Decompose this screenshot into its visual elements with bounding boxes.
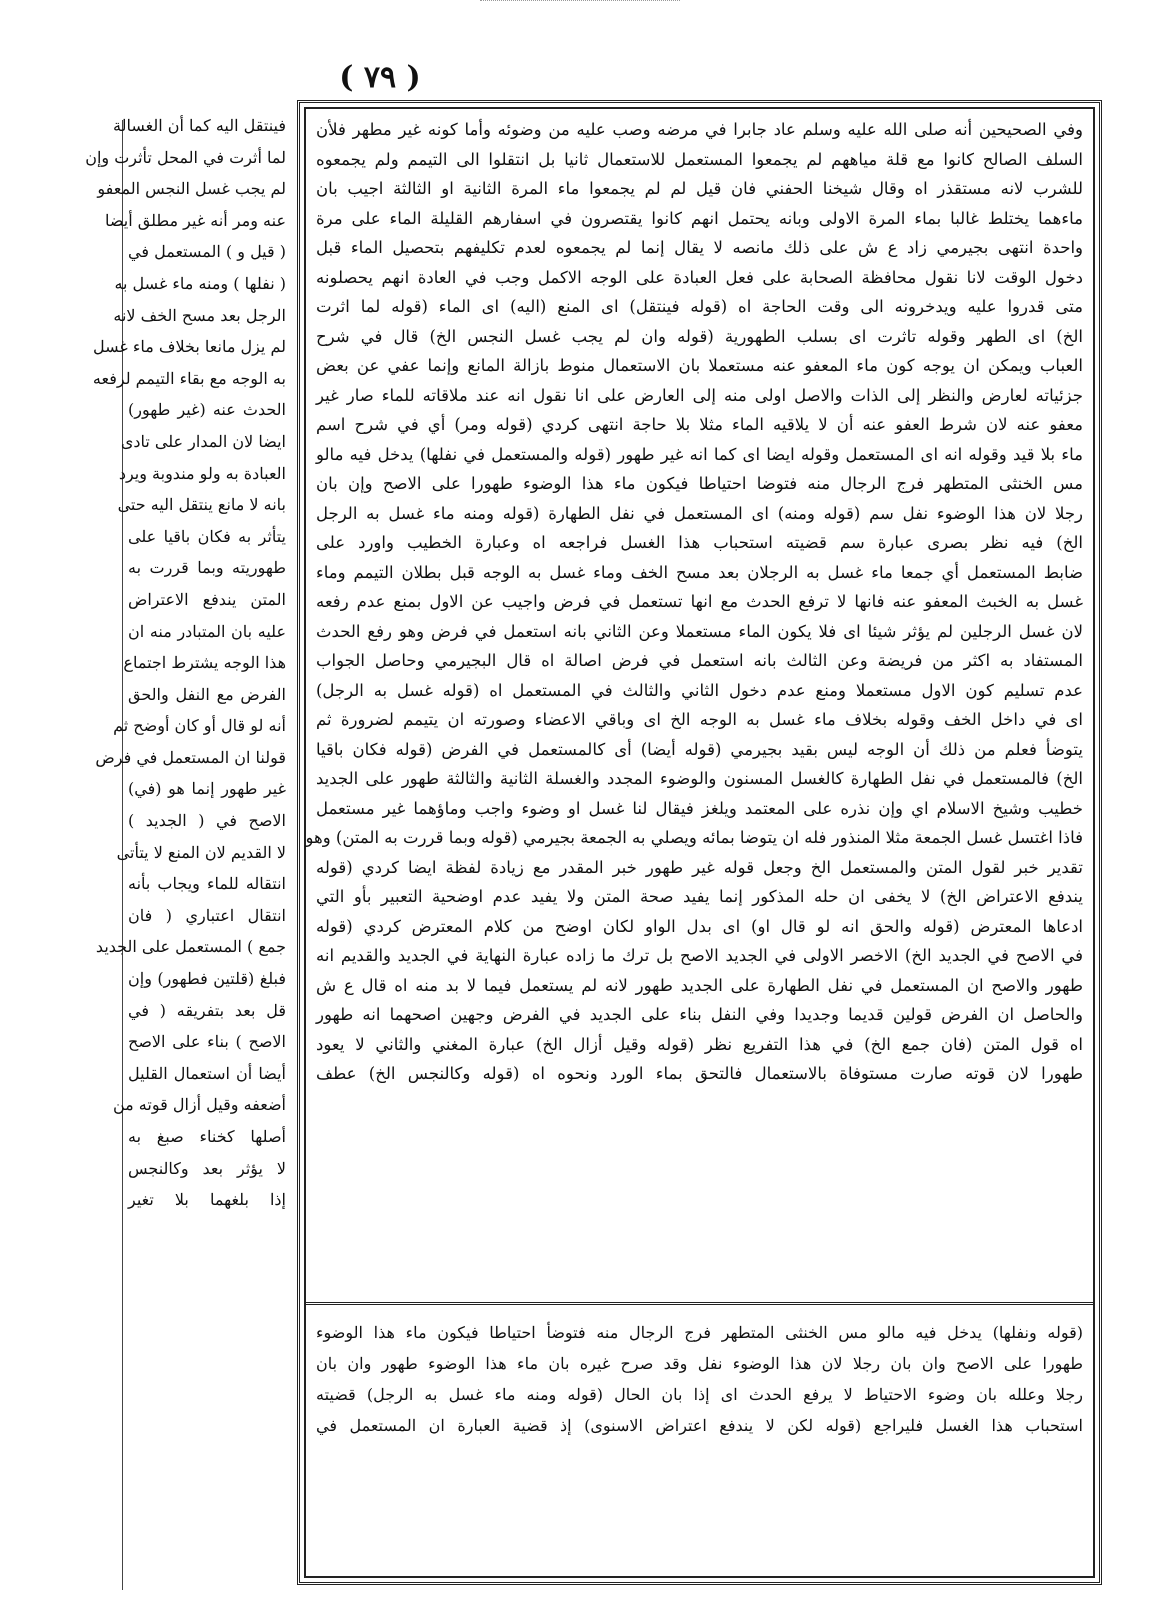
margin-text-line: أنه لو قال أو كان أوضح ثم — [113, 716, 286, 736]
margin-text-line: إذا بلغهما بلا تغير — [128, 1190, 286, 1210]
page-number: ( ٧٩ ) — [339, 60, 421, 95]
margin-text-line: أيضا أن استعمال القليل — [128, 1063, 286, 1083]
margin-text-line: الرجل بعد مسح الخف لانه — [113, 305, 286, 325]
margin-text-line: الحدث عنه (غير طهور) — [128, 400, 286, 420]
main-text-line: الخ) اى الطهر وقوله تاثرت اى بسلب الطهورية (قوله وان لم يجب غسل النجس الخ) قال في شرح — [316, 326, 1083, 346]
main-text-frame — [297, 100, 1102, 1585]
margin-text-line: لا يؤثر بعد وكالنجس — [128, 1158, 286, 1178]
main-text-line: ضابط المستعمل أي جمعا ماء غسل به الرجلان بعد مسح الخف وماء غسل به الوجه قبل بطلان التيمم وماء — [316, 562, 1083, 582]
margin-text-line: ( نفلها ) ومنه ماء غسل به — [114, 273, 286, 293]
main-text-line: تقدير خبر لقول المتن والمستعمل الخ وجعل قوله غير طهور خبر المقدر مع زيادة لفظة ايضا كردي (قوله — [316, 857, 1083, 877]
margin-text-line: قولنا ان المستعمل في فرض — [95, 747, 286, 767]
main-text-line: متى قدروا عليه ويدخرونه الى وقت الحاجة اه (قوله فينتقل) اى المنع (اليه) اى الماء (قوله لما اثرت — [316, 297, 1083, 316]
main-text-line: والحاصل ان الفرض قولين قديما وجديدا وفي النفل بناء على الجديد في الفرض وجهين اصحهما انه طهور — [316, 1005, 1083, 1024]
margin-text-line: المتن يندفع الاعتراض — [128, 589, 286, 609]
margin-text-line: جمع ) المستعمل على الجديد — [95, 937, 286, 957]
main-text-line: طهورا لان قوته صارت مستوفاة بالاستعمال فالتحق بماء الورد ونحوه اه (قوله وكالنجس الخ) عطف — [316, 1064, 1083, 1083]
main-text-line: للشرب لانه مستقذر اه وقال شيخنا الحفني فان قيل لم لم يجمعوا ماء المرة الثانية او الثالثة اجيب بان — [316, 179, 1083, 198]
main-text-line: غسل به الخبث المعفو عنه فانها لا ترفع الحدث مع انها تستعمل في فرض واجيب عن الاول بمنع عدم رفعه — [316, 592, 1083, 611]
margin-text-line: بانه لا مانع ينتقل اليه حتى — [117, 495, 286, 515]
margin-text-line: عنه ومر أنه غير مطلق أيضا — [105, 210, 286, 230]
margin-text-line: الفرض مع النفل والحق — [128, 684, 286, 704]
main-text-line: دخول الوقت لانا نقول محافظة الصحابة على فعل العبادة على الوجه الاكمل وجب في العادة انهم يحصلونه — [316, 267, 1083, 287]
main-text-line: معفو عنه لان شرط العفو عنه أن لا يلاقيه الماء مثلا بلا حاجة انتهى كردي (قوله ومر) أي في شرح اسم — [316, 415, 1083, 434]
margin-text-line: فينتقل اليه كما أن الغسالة — [113, 116, 286, 135]
main-text-line: المستفاد به اكثر من فريضة وعن الثالث بانه استعمل في فرض اصالة اه قال البجيرمي وحاصل الجواب — [316, 651, 1083, 670]
margin-text-line: هذا الوجه يشترط اجتماع — [123, 653, 286, 673]
main-text-line: الخ) فيه نظر بصرى عبارة سم قضيته استحباب هذا الغسل فراجعه اه وعبارة الخطيب واورد على — [316, 533, 1083, 552]
margin-text-line: أضعفه وقيل أزال قوته من — [112, 1095, 286, 1115]
footnote-line: رجلا وعلله بان وضوء الاحتياط لا يرفع الحدث اى إذا بان الحال (قوله ومنه ماء غسل به الرجل) قضيته — [316, 1385, 1083, 1404]
footnote-line: (قوله ونفلها) يدخل فيه مالو مس الخنثى المتطهر فرج الرجال منه فتوضأ احتياطا فيكون ماء هذا الوضوء — [316, 1323, 1083, 1342]
footnote-block — [316, 1317, 1083, 1441]
main-text-line: ادعاها المعترض (قوله والحق انه لو قال او) اى بدل الواو لكان اوضح من كلام المعترض كردي (قوله — [316, 916, 1083, 936]
margin-text-line: أصلها كخناء صبغ به — [128, 1127, 286, 1146]
main-text-line: العباب ويمكن ان يوجه كون ماء المعفو عنه مستعملا بان الاستعمال منوط بازالة المانع وإنما عفي عن بعض — [316, 356, 1083, 375]
margin-text-line: الاصح في ( الجديد ) — [128, 811, 286, 831]
footnote-line: استحباب هذا الغسل فليراجع (قوله لكن لا يندفع اعتراض الاسنوى) إذ قضية العبارة ان المستعمل في — [316, 1416, 1083, 1435]
main-text-line: ماءهما يختلط غالبا بماء المرة الاولى وبانه يحتمل انهم كانوا يقتصرون في اسفارهم القليلة الماء على مرة — [316, 208, 1083, 228]
main-text-line: فاذا اغتسل غسل الجمعة مثلا المنذور فله ان يتوضا بمائه ويصلي به الجمعة بجيرمي (قوله وبما قررت به المتن) وهو — [305, 828, 1083, 847]
margin-text-line: العبادة به ولو مندوبة ويرد — [118, 463, 286, 483]
main-text-line: خطيب وشيخ الاسلام اي وإن نذره على المعتمد ويلغز فيقال لنا غسل او وضوء واجب وماؤهما غير مستعمل — [316, 798, 1083, 818]
main-text-line: اى في داخل الخف وقوله بخلاف ماء غسل به الوجه الخ اى وباقي الاعضاء وصورته ان يتيمم لضرورة ثم — [316, 710, 1083, 729]
margin-text-line: لما أثرت في المحل تأثرت وإن — [85, 147, 286, 167]
margin-text-line: قل بعد بتفريقه ( في — [128, 1000, 286, 1020]
main-text-frame-inner — [304, 107, 1095, 1578]
margin-text-line: طهوريته وبما قررت به — [128, 558, 286, 578]
main-text-line: في الاصح في الجديد الخ) الاخصر الاولى في الجديد الاصح بل ترك ما زاده عبارة النهاية في الجديد والقديم انه — [316, 946, 1083, 965]
main-text-line: طهور والاصح ان المستعمل في نفل الطهارة على الجديد طهور لانه لم يستعمل فيما لا بد منه اه قال ع ش — [316, 975, 1083, 995]
main-text-line: وفي الصحيحين أنه صلى الله عليه وسلم عاد جابرا في مرضه وصب عليه من وضوئه وأما كونه غير مطهر فلأن — [316, 120, 1083, 139]
margin-text-line: لم يجب غسل النجس المعفو — [97, 179, 286, 199]
main-text-line: يندفع الاعتراض الخ) لا يخفى ان حله المذكور إنما يفيد صحة المتن ولا يفيد عدم اوضحية التعبير بأو التي — [316, 887, 1083, 906]
main-text-line: ماء بلا قيد وقوله انه اى المستعمل وقوله ايضا اى كما انه غير طهور (قوله والمستعمل في نفلها) يدخل فيه مالو — [316, 444, 1083, 464]
main-text-line: جزئياته لعارض والنظر إلى الذات والاصل اولى منه إلى العارض على انا نقول انه عند ملاقاته للماء صار غير — [316, 385, 1083, 405]
main-text-line: عدم تسليم كون الاول مستعملا ومنع عدم دخول الثاني والثالث في المستعمل اه (قوله غسل به الرجل) — [316, 680, 1083, 700]
main-text-line: مس الخنثى المتطهر فرج الرجال منه فتوضا احتياطا فيكون ماء هذا الوضوء طهورا على الاصح وإن بان — [316, 474, 1083, 493]
margin-text-line: انتقال اعتباري ( فان — [128, 905, 286, 925]
margin-text-line: به الوجه مع بقاء التيمم لرفعه — [92, 368, 286, 388]
margin-commentary — [85, 110, 286, 1216]
margin-text-line: لا القديم لان المنع لا يتأتى — [116, 842, 286, 862]
footnote-line: طهورا على الاصح وان بان رجلا لان هذا الوضوء نفل وقد صرح غيره بان ماء هذا الوضوء طهور وان بان — [316, 1354, 1083, 1373]
margin-text-line: انتقاله للماء ويجاب بأنه — [128, 874, 286, 894]
main-text-line: واحدة انتهى بجيرمي زاد ع ش على ذلك مانصه لا يقال إنما لم يجمعوه لعدم تكليفهم بتحصيل الماء قبل — [316, 238, 1083, 257]
margin-text-line: عليه بان المتبادر منه ان — [128, 621, 286, 641]
margin-text-line: يتأثر به فكان باقيا على — [128, 526, 286, 546]
footnote-separator — [306, 1302, 1093, 1305]
margin-text-line: فبلغ (قلتين فطهور) وإن — [128, 969, 286, 989]
main-text-line: لان غسل الرجلين لم يؤثر شيئا اى فلا يكون الماء مستعملا وعن الثاني بانه استعمل في فرض وهو رفع الحدث — [316, 621, 1083, 641]
margin-text-line: الاصح ) بناء على الاصح — [128, 1032, 286, 1052]
main-text-line: رجلا لان هذا الوضوء نفل سم (قوله ومنه) اى المستعمل في نفل الطهارة (قوله ومنه ماء غسل به الرجل — [316, 503, 1083, 523]
margin-text-line: غير طهور إنما هو (في) — [128, 779, 286, 799]
margin-text-line: ايضا لان المدار على تادى — [120, 431, 286, 451]
main-text-line: اه قول المتن (فان جمع الخ) في هذا التفريع نظر (قوله وقيل أزال الخ) عبارة المغني والثاني لا يعود — [316, 1034, 1083, 1054]
margin-text-line: لم يزل مانعا بخلاف ماء غسل — [93, 337, 286, 357]
main-commentary — [305, 115, 1083, 1293]
main-text-line: الخ) فالمستعمل في نفل الطهارة كالغسل المسنون والوضوء المجدد والغسلة الثانية والثالثة طهور على الجديد — [316, 769, 1083, 788]
margin-text-line: ( قيل و ) المستعمل في — [128, 242, 286, 262]
main-text-line: يتوضأ فعلم من ذلك أن الوجه ليس بقيد بجيرمي (قوله أيضا) أى كالمستعمل في الفرض (قوله فكان باقيا — [316, 739, 1083, 759]
main-text-line: السلف الصالح كانوا مع قلة مياههم لم يجمعوا المستعمل للاستعمال ثانيا بل انتقلوا الى التيمم ولم يجمعوه — [316, 149, 1083, 169]
top-edge-mark — [480, 0, 680, 5]
